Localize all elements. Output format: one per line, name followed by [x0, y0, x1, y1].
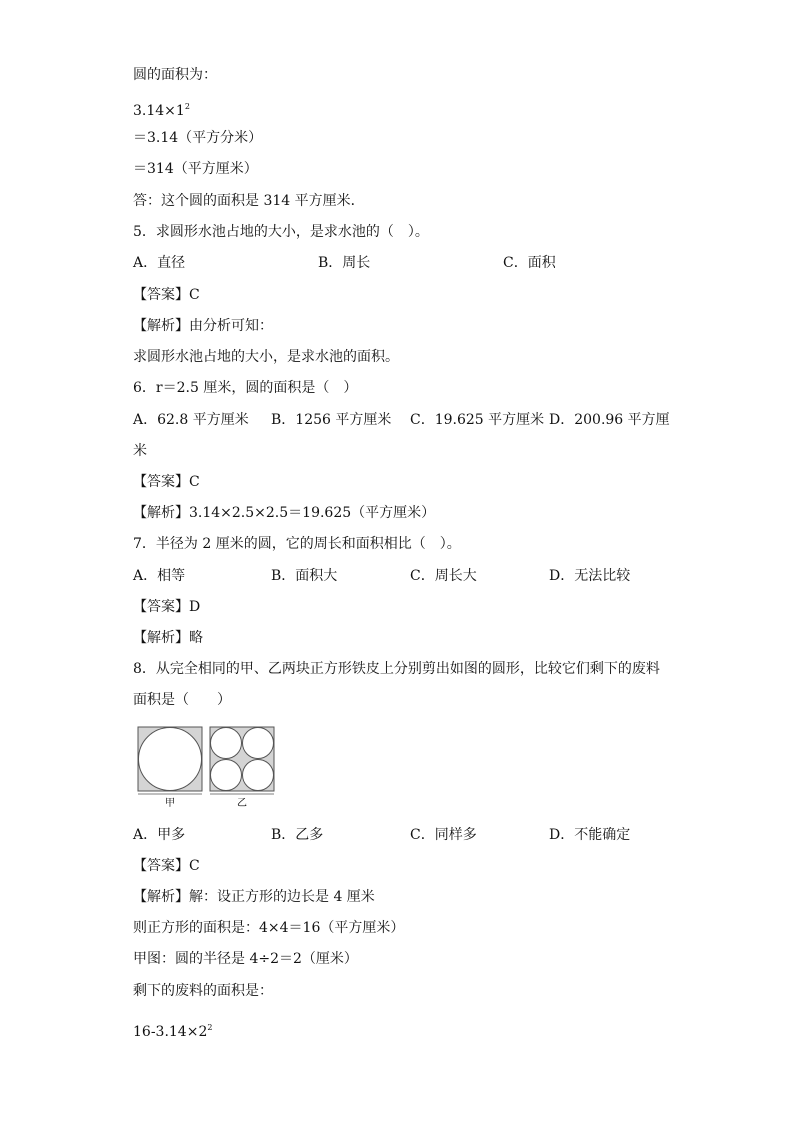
- text-line: ＝314（平方厘米）: [133, 161, 258, 177]
- option-a: A．甲多: [133, 827, 186, 843]
- question-5: 5．求圆形水池占地的大小，是求水池的（ ）。: [133, 224, 429, 240]
- exponent: 2: [184, 102, 190, 111]
- text-line: ＝3.14（平方分米）: [133, 130, 263, 146]
- formula-line: [133, 98, 190, 120]
- formula-line: [133, 1019, 212, 1041]
- question-8-cont: 面积是（ ）: [133, 692, 231, 708]
- text-line: 圆的面积为：: [133, 67, 217, 83]
- question-8: 8．从完全相同的甲、乙两块正方形铁皮上分别剪出如图的圆形，比较它们剩下的废料: [133, 661, 660, 677]
- analysis-line: 则正方形的面积是：4×4＝16（平方厘米）: [133, 920, 405, 936]
- figure-yi: [210, 727, 274, 809]
- analysis-line: 求圆形水池占地的大小，是求水池的面积。: [133, 349, 399, 365]
- label-yi: 乙: [237, 798, 247, 809]
- label-jia: 甲: [165, 798, 175, 809]
- formula-base: 3.14×1: [133, 103, 185, 119]
- answer: 【答案】C: [133, 287, 200, 303]
- option-wrap: 米: [133, 443, 147, 459]
- analysis: 【解析】由分析可知：: [133, 318, 273, 334]
- analysis: 【解析】解：设正方形的边长是 4 厘米: [133, 889, 375, 905]
- option-c: C．周长大: [410, 568, 477, 584]
- answer-line: 答：这个圆的面积是 314 平方厘米．: [133, 193, 365, 209]
- small-circle: [211, 728, 242, 759]
- analysis-line: 甲图：圆的半径是 4÷2＝2（厘米）: [133, 951, 358, 967]
- option-b: B．1256 平方厘米: [271, 412, 392, 428]
- option-a: A．62.8 平方厘米: [133, 412, 249, 428]
- big-circle: [139, 728, 202, 791]
- option-c: C．19.625 平方厘米: [410, 412, 545, 428]
- analysis: 【解析】3.14×2.5×2.5＝19.625（平方厘米）: [133, 505, 436, 521]
- option-b: B．乙多: [271, 827, 324, 843]
- answer: 【答案】C: [133, 858, 200, 874]
- analysis-line: 剩下的废料的面积是：: [133, 983, 273, 999]
- small-circle: [243, 728, 274, 759]
- option-b: B．周长: [318, 255, 371, 271]
- option-a: A．直径: [133, 255, 186, 271]
- small-circle: [211, 760, 242, 791]
- question-6: 6．r＝2.5 厘米，圆的面积是（ ）: [133, 380, 358, 396]
- formula-base: 16-3.14×2: [133, 1024, 208, 1040]
- option-d: D．无法比较: [549, 568, 631, 584]
- small-circle: [243, 760, 274, 791]
- option-c: C．同样多: [410, 827, 477, 843]
- option-a: A．相等: [133, 568, 186, 584]
- figure-jia: [138, 727, 202, 809]
- option-c: C．面积: [503, 255, 556, 271]
- option-d: D．不能确定: [549, 827, 631, 843]
- option-d: D．200.96 平方厘: [549, 412, 670, 428]
- answer: 【答案】C: [133, 474, 200, 490]
- exponent: 2: [207, 1023, 213, 1032]
- circles-figure: [133, 724, 283, 814]
- question-7: 7．半径为 2 厘米的圆，它的周长和面积相比（ ）。: [133, 536, 461, 552]
- option-b: B．面积大: [271, 568, 338, 584]
- analysis: 【解析】略: [133, 630, 203, 646]
- answer: 【答案】D: [133, 599, 201, 615]
